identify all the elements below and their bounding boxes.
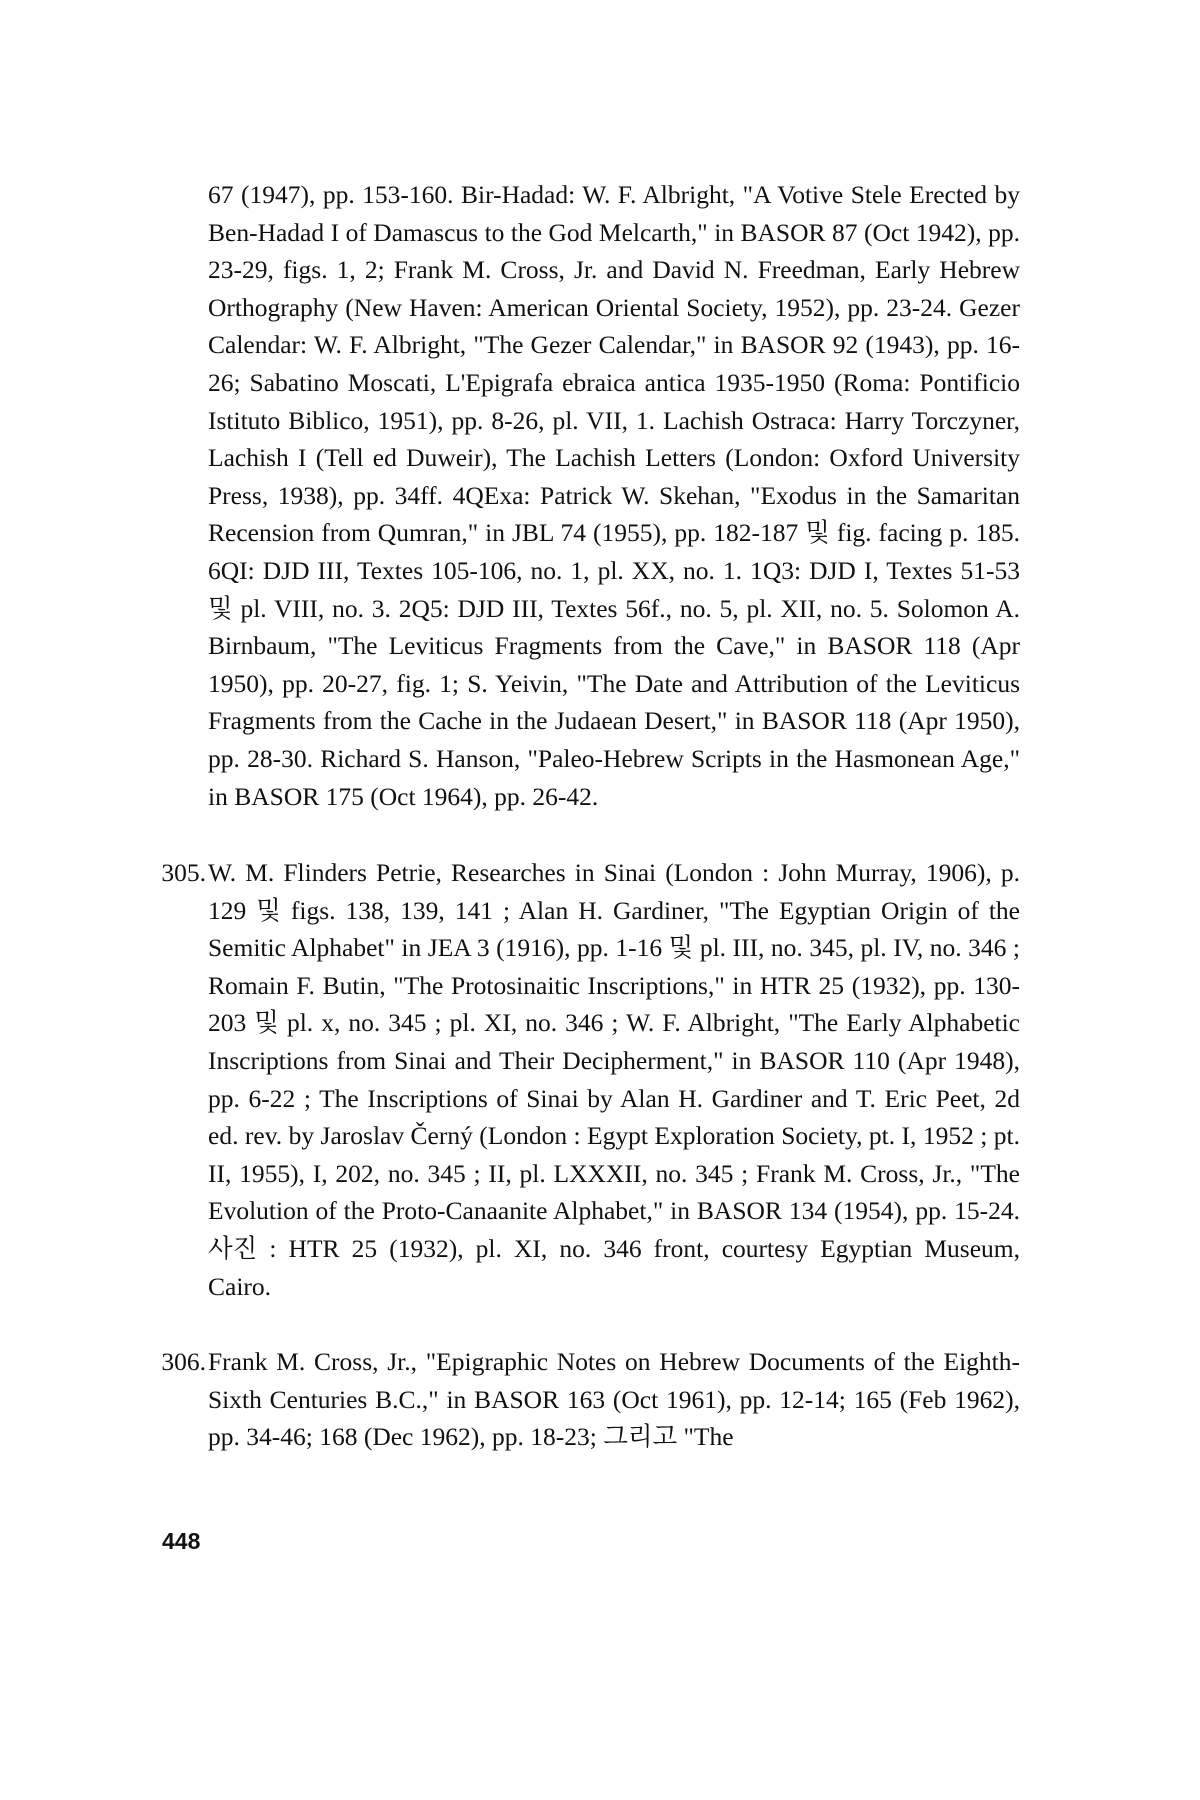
footnote-text: W. M. Flinders Petrie, Researches in Sinai (London : John Murray, 1906), p. 129 및 figs. 138, 139, 141 ; Alan H. Gardiner, "The Egyptian Origin of the Semitic Alphabet" in JEA 3 (1916), pp. 1-16 및 pl. III, no. 345, pl. IV, no. 346 ; Romain F. Butin, "The Protosinaitic Inscriptions," in HTR 25 (1932), pp. 130-203 및 pl. x, no. 345 ; pl. XI, no. 346 ; W. F. Albright, "The Early Alphabetic Inscriptions from Sinai and Their Decipherment," in BASOR 110 (Apr 1948), pp. 6-22 ; The Inscriptions of Sinai by Alan H. Gardiner and T. Eric Peet, 2d ed. rev. by Jaroslav Černý (London : Egypt Exploration Society, pt. I, 1952 ; pt. II, 1955), I, 202, no. 345 ; II, pl. LXXXII, no. 345 ; Frank M. Cross, Jr., "The Evolution of the Proto-Canaanite Alphabet," in BASOR 134 (1954), pp. 15-24. 사진 : HTR 25 (1932), pl. XI, no. 346 front, courtesy Egyptian Museum, Cairo. — [208, 858, 1020, 1301]
footnote-306 — [161, 1343, 1020, 1456]
footnote-text: Frank M. Cross, Jr., "Epigraphic Notes on Hebrew Documents of the Eighth-Sixth Centuries B.C.," in BASOR 163 (Oct 1961), pp. 12-14; 165 (Feb 1962), pp. 34-46; 168 (Dec 1962), pp. 18-23; 그리고 "The — [208, 1347, 1020, 1452]
page-number: 448 — [162, 1528, 201, 1554]
footnote-305 — [161, 854, 1020, 1305]
footnote-number: 305. — [161, 858, 206, 888]
footnote-number: 306. — [161, 1347, 206, 1377]
continued-footnote: 67 (1947), pp. 153-160. Bir-Hadad: W. F. Albright, "A Votive Stele Erected by Ben-Hadad I of Damascus to the God Melcarth," in BASOR 87 (Oct 1942), pp. 23-29, figs. 1, 2; Frank M. Cross, Jr. and David N. Freedman, Early Hebrew Orthography (New Haven: American Oriental Society, 1952), pp. 23-24. Gezer Calendar: W. F. Albright, "The Gezer Calendar," in BASOR 92 (1943), pp. 16-26; Sabatino Moscati, L'Epigrafa ebraica antica 1935-1950 (Roma: Pontificio Istituto Biblico, 1951), pp. 8-26, pl. VII, 1. Lachish Ostraca: Harry Torczyner, Lachish I (Tell ed Duweir), The Lachish Letters (London: Oxford University Press, 1938), pp. 34ff. 4QExa: Patrick W. Skehan, "Exodus in the Samaritan Recension from Qumran," in JBL 74 (1955), pp. 182-187 및 fig. facing p. 185. 6QI: DJD III, Textes 105-106, no. 1, pl. XX, no. 1. 1Q3: DJD I, Textes 51-53 및 pl. VIII, no. 3. 2Q5: DJD III, Textes 56f., no. 5, pl. XII, no. 5. Solomon A. Birnbaum, "The Leviticus Fragments from the Cave," in BASOR 118 (Apr 1950), pp. 20-27, fig. 1; S. Yeivin, "The Date and Attribution of the Leviticus Fragments from the Cache in the Judaean Desert," in BASOR 118 (Apr 1950), pp. 28-30. Richard S. Hanson, "Paleo-Hebrew Scripts in the Hasmonean Age," in BASOR 175 (Oct 1964), pp. 26-42. — [208, 180, 1020, 811]
page-body — [161, 176, 1020, 1456]
